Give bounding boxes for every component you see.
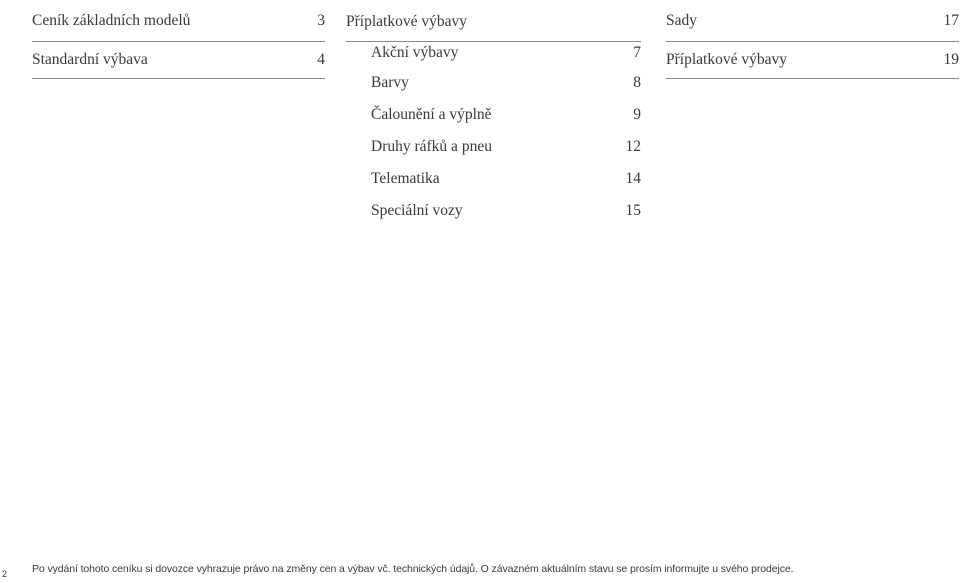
toc-entry-barvy[interactable] — [371, 70, 641, 102]
toc-entry-page: 3 — [317, 12, 325, 29]
toc-entry-page: 8 — [633, 74, 641, 91]
toc-entry-label: Akční výbavy — [371, 44, 459, 61]
toc-entry-calouneni[interactable] — [371, 102, 641, 134]
toc-entry-label: Speciální vozy — [371, 202, 463, 219]
toc-entry-label: Sady — [666, 12, 697, 29]
page-number: 2 — [2, 569, 8, 579]
toc-entry-page: 7 — [633, 44, 641, 61]
toc-entry-specialni-vozy[interactable] — [371, 198, 641, 230]
toc-entry-label: Druhy ráfků a pneu — [371, 138, 492, 155]
toc-entry-page: 9 — [633, 106, 641, 123]
toc-entry-page: 19 — [943, 51, 959, 68]
toc-column-1 — [32, 0, 325, 79]
toc-entry-label: Telematika — [371, 170, 440, 187]
toc-entry-label: Standardní výbava — [32, 51, 148, 68]
toc-subsection-list — [346, 42, 641, 230]
toc-entry-page: 17 — [943, 12, 959, 29]
footnote: Po vydání tohoto ceníku si dovozce vyhrazuje právo na změny cen a výbav vč. technických údajů. O závazném aktuálním stavu se prosím informujte u svého prodejce. — [32, 563, 794, 575]
toc-entry-sady[interactable] — [666, 0, 959, 42]
toc-section-heading: Příplatkové výbavy — [346, 0, 641, 42]
toc-entry-page: 14 — [625, 170, 641, 187]
toc-entry-page: 12 — [625, 138, 641, 155]
toc-entry-druhy-rafku[interactable] — [371, 134, 641, 166]
toc-entry-priplatkove-vybavy[interactable] — [666, 42, 959, 79]
toc-column-2 — [346, 0, 641, 230]
toc-column-3 — [666, 0, 959, 79]
toc-entry-page: 15 — [625, 202, 641, 219]
toc-entry-label: Příplatkové výbavy — [666, 51, 787, 68]
toc-entry-standardni-vybava[interactable] — [32, 42, 325, 79]
toc-entry-label: Barvy — [371, 74, 409, 91]
toc-entry-page: 4 — [317, 51, 325, 68]
toc-entry-akcni-vybavy[interactable] — [371, 42, 641, 70]
toc-entry-label: Čalounění a výplně — [371, 106, 492, 123]
toc-entry-label: Ceník základních modelů — [32, 12, 191, 29]
toc-entry-telematika[interactable] — [371, 166, 641, 198]
toc-entry-cenik[interactable] — [32, 0, 325, 42]
